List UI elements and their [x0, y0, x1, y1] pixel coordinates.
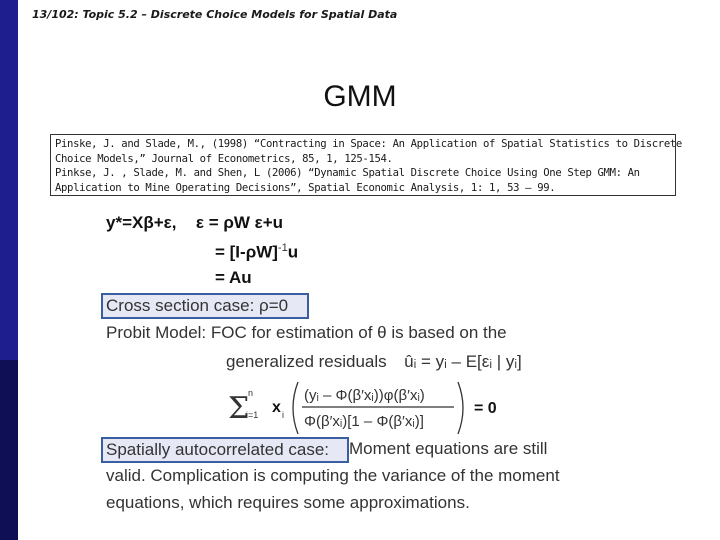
cross-section-box: Cross section case: ρ=0 [101, 293, 309, 319]
spatial-case-rest: Moment equations are still [349, 439, 548, 458]
spatial-case-box: Spatially autocorrelated case: [101, 437, 349, 463]
equation-au: = Au [215, 268, 252, 287]
left-band-top [0, 0, 18, 360]
sum-lower-limit: i=1 [246, 410, 259, 420]
probit-line: Probit Model: FOC for estimation of θ is based on the [106, 323, 507, 342]
equation-inverse-exponent: -1 [277, 242, 288, 254]
foc-numerator: (yᵢ – Φ(β′xᵢ))φ(β′xᵢ) [304, 387, 425, 404]
left-paren [293, 382, 298, 434]
right-paren [458, 382, 463, 434]
foc-denominator: Φ(β′xᵢ)[1 – Φ(β′xᵢ)] [304, 413, 424, 430]
references-box [50, 134, 682, 196]
sum-upper-limit: n [248, 388, 254, 398]
generalized-residuals-line [226, 352, 522, 372]
sum-symbol: Σ [228, 391, 250, 426]
slide-title: GMM [323, 80, 397, 113]
equation-line-2 [215, 242, 298, 263]
reference-line: Pinske, J. and Slade, M., (1998) “Contracting in Space: An Application of Spatial Statistics to Discrete [55, 138, 682, 150]
reference-line: Application to Mine Operating Decisions”, Spatial Economic Analysis, 1: 1, 53 — 99. [55, 181, 556, 194]
x-subscript: i [282, 410, 284, 420]
equation-inverse: = [I-ρW] [215, 242, 278, 262]
spatial-line-2: valid. Complication is computing the variance of the moment [106, 466, 560, 485]
spatial-line-3: equations, which requires some approximations. [106, 493, 470, 512]
slide-header: 13/102: Topic 5.2 – Discrete Choice Models for Spatial Data [32, 8, 398, 21]
generalized-residuals-label: generalized residuals [226, 352, 387, 371]
x-symbol: x [272, 399, 281, 416]
reference-line: Choice Models,” Journal of Econometrics, 85, 1, 125-154. [55, 152, 393, 165]
equation-epsilon: ε = ρW ε+u [195, 213, 284, 232]
equation-line-1 [106, 213, 283, 233]
foc-formula [222, 378, 522, 438]
generalized-residuals-formula: ûᵢ = yᵢ – E[εᵢ | yᵢ] [404, 352, 522, 371]
reference-line: Pinkse, J. , Slade, M. and Shen, L (2006) “Dynamic Spatial Discrete Choice Using One Step GMM: An [55, 167, 640, 180]
foc-rhs: = 0 [474, 400, 497, 417]
equation-ystar: y*=Xβ+ε, [106, 213, 177, 232]
equation-line-3 [215, 268, 252, 288]
equation-u: u [287, 242, 299, 262]
left-band-bottom [0, 360, 18, 540]
